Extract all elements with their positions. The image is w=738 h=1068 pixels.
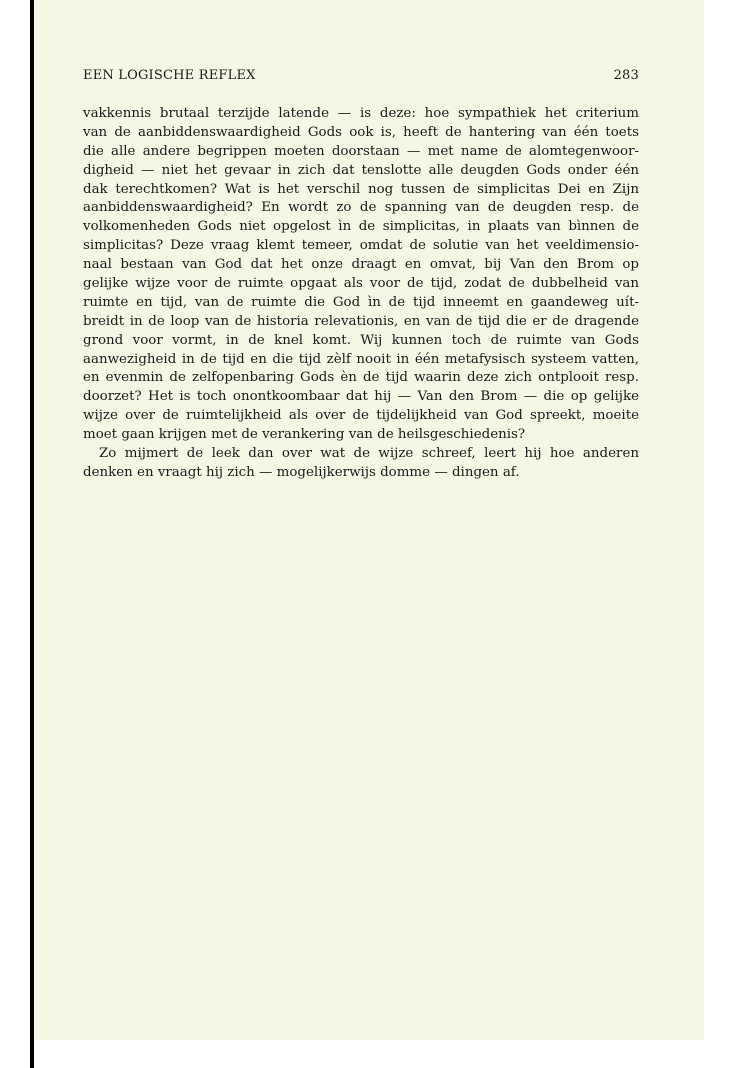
text-line: grond voor vormt, in de knel komt. Wij kunnen toch de ruimte van Gods [83,332,639,348]
text-line: vakkennis brutaal terzijde latende — is deze: hoe sympathiek het criterium [83,106,639,121]
text-line: en evenmin de zelfopenbaring Gods èn de tijd waarin deze zich ontplooit resp. [83,370,639,386]
text-line: aanwezigheid in de tijd en die tijd zèlf nooit in één metafysisch systeem vatten, [83,351,639,367]
text-line: denken en vraagt hij zich — mogelijkerwijs domme — dingen af. [83,464,520,480]
text-line: gelijke wijze voor de ruimte opgaat als voor de tijd, zodat de dubbelheid van [83,276,639,292]
body-text [83,105,639,483]
text-line: Zo mijmert de leek dan over wat de wijze schreef, leert hij hoe anderen [99,446,639,462]
paragraph-2 [83,445,639,483]
paragraph-1 [83,105,639,445]
text-line: digheid — niet het gevaar in zich dat tenslotte alle deugden Gods onder één [83,162,639,178]
text-line: breidt in de loop van de historia relevationis, en van de tijd die er de dragende [83,313,639,329]
text-line: dak terechtkomen? Wat is het verschil nog tussen de simplicitas Dei en Zijn [83,181,639,197]
text-line: moet gaan krijgen met de verankering van de heilsgeschiedenis? [83,427,526,443]
running-title: EEN LOGISCHE REFLEX [83,68,256,83]
text-line: van de aanbiddenswaardigheid Gods ook is, heeft de hantering van één toets [83,124,639,140]
text-line: ruimte en tijd, van de ruimte die God ìn de tijd inneemt en gaandeweg uít- [83,294,639,310]
text-line: aanbiddenswaardigheid? En wordt zo de spanning van de deugden resp. de [83,200,639,216]
text-line: volkomenheden Gods niet opgelost ìn de simplicitas, in plaats van bìnnen de [83,219,639,235]
text-line: die alle andere begrippen moeten doorstaan — met name de alomtegenwoor- [83,143,639,159]
text-line: naal bestaan van God dat het onze draagt en omvat, bij Van den Brom op [83,257,639,273]
page-number: 283 [613,68,639,83]
text-line: doorzet? Het is toch onontkoombaar dat hij — Van den Brom — die op gelijke [83,389,639,405]
text-line: wijze over de ruimtelijkheid als over de tijdelijkheid van God spreekt, moeite [83,408,639,424]
text-line: simplicitas? Deze vraag klemt temeer, omdat de solutie van het veeldimensio- [83,238,639,254]
